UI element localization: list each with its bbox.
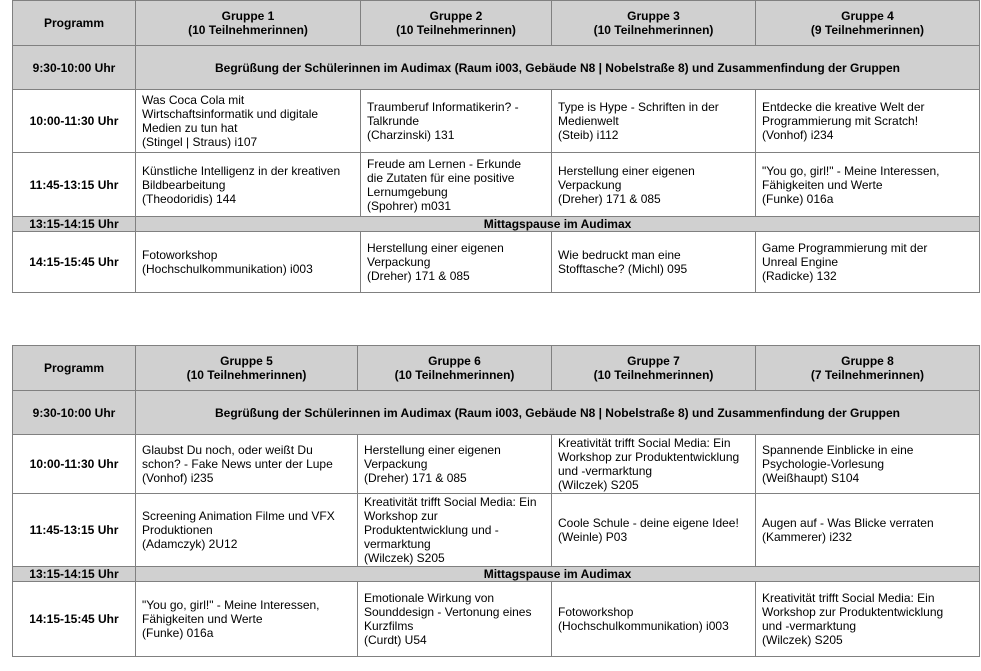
- group-header: [756, 346, 980, 391]
- session-line: Psychologie-Vorlesung: [762, 457, 885, 471]
- session-cell: [361, 90, 552, 153]
- session-line: Wie bedruckt man eine: [558, 248, 681, 262]
- programm-header: Programm: [13, 1, 136, 46]
- session-line: (Weinle) P03: [558, 530, 628, 544]
- session-line: Augen auf - Was Blicke verraten: [762, 516, 934, 530]
- time-label: 9:30-10:00 Uhr: [13, 46, 136, 90]
- session-cell: [756, 494, 980, 567]
- group-header: [552, 346, 756, 391]
- group-header: [756, 1, 980, 46]
- session-line: Fotoworkshop: [142, 248, 218, 262]
- slot-row: [13, 435, 980, 494]
- time-label: 14:15-15:45 Uhr: [13, 582, 136, 657]
- session-cell: [552, 494, 756, 567]
- session-line: Kreativität trifft Social Media: Ein: [364, 495, 537, 509]
- session-line: Type is Hype - Schriften in der: [558, 100, 719, 114]
- session-line: Spannende Einblicke in eine: [762, 443, 914, 457]
- session-line: (Adamczyk) 2U12: [142, 537, 238, 551]
- slot-row: [13, 232, 980, 293]
- session-line: Herstellung einer eigenen: [367, 241, 504, 255]
- time-label: 11:45-13:15 Uhr: [13, 153, 136, 217]
- session-line: (Steib) i112: [558, 128, 619, 142]
- session-line: Workshop zur Produktentwicklung: [558, 450, 740, 464]
- session-line: die Zutaten für eine positive: [367, 170, 515, 185]
- session-line: (Hochschulkommunikation) i003: [558, 619, 729, 633]
- session-line: Glaubst Du noch, oder weißt Du: [142, 443, 313, 457]
- session-line: (Kammerer) i232: [762, 530, 853, 544]
- time-label: 13:15-14:15 Uhr: [13, 567, 136, 582]
- session-cell: [552, 90, 756, 153]
- session-line: Emotionale Wirkung von: [364, 591, 495, 605]
- session-line: Verpackung: [364, 457, 428, 471]
- session-line: vermarktung: [364, 537, 431, 551]
- welcome-text: Begrüßung der Schülerinnen im Audimax (Raum i003, Gebäude N8 | Nobelstraße 8) und Zusammenfindung der Gruppen: [136, 46, 980, 90]
- group-size: (10 Teilnehmerinnen): [593, 368, 714, 382]
- session-line: (Radicke) 132: [762, 269, 837, 283]
- session-line: schon? - Fake News unter der Lupe: [142, 457, 333, 471]
- session-line: (Charzinski) 131: [367, 128, 455, 142]
- session-line: (Hochschulkommunikation) i003: [142, 262, 313, 276]
- session-line: Traumberuf Informatikerin? -: [367, 100, 519, 114]
- group-name: Gruppe 2: [429, 9, 483, 23]
- session-line: (Wilczek) S205: [364, 551, 445, 565]
- header-row: [13, 346, 980, 391]
- group-header: [136, 1, 361, 46]
- session-line: Künstliche Intelligenz in der kreativen: [142, 163, 341, 178]
- group-name: Gruppe 6: [428, 354, 481, 368]
- session-line: und -vermarktung: [558, 464, 653, 478]
- session-line: Medienwelt: [558, 114, 619, 128]
- session-line: Fähigkeiten und Werte: [142, 612, 263, 626]
- welcome-text: Begrüßung der Schülerinnen im Audimax (Raum i003, Gebäude N8 | Nobelstraße 8) und Zusammenfindung der Gruppen: [136, 391, 980, 435]
- group-header: [136, 346, 358, 391]
- schedule-table-groups-1-4: [12, 0, 980, 293]
- session-cell: [136, 582, 358, 657]
- group-size: (10 Teilnehmerinnen): [394, 368, 515, 382]
- session-line: (Theodoridis) 144: [142, 191, 237, 206]
- session-line: Medien zu tun hat: [142, 121, 238, 135]
- session-line: (Funke) 016a: [142, 626, 214, 640]
- session-line: Coole Schule - deine eigene Idee!: [558, 516, 739, 530]
- slot-row: [13, 90, 980, 153]
- session-cell: [358, 494, 552, 567]
- session-cell: [136, 435, 358, 494]
- session-line: Herstellung einer eigenen: [558, 163, 695, 178]
- session-line: "You go, girl!" - Meine Interessen,: [142, 598, 320, 612]
- session-cell: [358, 582, 552, 657]
- group-size: (10 Teilnehmerinnen): [593, 23, 714, 37]
- session-line: Produktentwicklung und -: [364, 523, 499, 537]
- session-line: Was Coca Cola mit: [142, 93, 245, 107]
- group-name: Gruppe 5: [220, 354, 273, 368]
- session-cell: [136, 232, 361, 293]
- session-cell: [756, 435, 980, 494]
- session-line: Game Programmierung mit der: [762, 241, 928, 255]
- session-line: Talkrunde: [367, 114, 420, 128]
- session-cell: [361, 232, 552, 293]
- slot-row: [13, 153, 980, 217]
- session-line: (Stingel | Straus) i107: [142, 135, 258, 149]
- session-line: (Dreher) 171 & 085: [367, 269, 470, 283]
- session-line: Workshop zur Produktentwicklung: [762, 605, 944, 619]
- session-cell: [552, 582, 756, 657]
- group-header: [552, 1, 756, 46]
- welcome-row: [13, 46, 980, 90]
- session-line: (Wilczek) S205: [558, 478, 639, 492]
- group-size: (10 Teilnehmerinnen): [396, 23, 516, 37]
- session-line: Screening Animation Filme und VFX: [142, 509, 335, 523]
- time-label: 13:15-14:15 Uhr: [13, 217, 136, 232]
- session-cell: [552, 153, 756, 217]
- session-line: (Vonhof) i234: [762, 128, 834, 142]
- group-name: Gruppe 3: [627, 9, 680, 23]
- session-line: Produktionen: [142, 523, 213, 537]
- session-cell: [552, 232, 756, 293]
- session-line: (Vonhof) i235: [142, 471, 214, 485]
- session-cell: [756, 582, 980, 657]
- group-header: [361, 1, 552, 46]
- session-line: Fotoworkshop: [558, 605, 634, 619]
- time-label: 11:45-13:15 Uhr: [13, 494, 136, 567]
- session-line: Stofftasche? (Michl) 095: [558, 262, 688, 276]
- group-name: Gruppe 8: [841, 354, 894, 368]
- session-cell: [756, 153, 980, 217]
- session-line: (Weißhaupt) S104: [762, 471, 860, 485]
- slot-row: [13, 582, 980, 657]
- session-cell: [136, 153, 361, 217]
- schedule-table-groups-5-8: [12, 345, 980, 657]
- session-line: Sounddesign - Vertonung eines: [364, 605, 532, 619]
- session-line: Entdecke die kreative Welt der: [762, 100, 925, 114]
- session-line: Verpackung: [367, 255, 431, 269]
- lunch-text: Mittagspause im Audimax: [136, 567, 980, 582]
- session-line: Kreativität trifft Social Media: Ein: [558, 436, 731, 450]
- session-line: Workshop zur: [364, 509, 438, 523]
- session-line: Wirtschaftsinformatik und digitale: [142, 107, 319, 121]
- session-line: (Funke) 016a: [762, 191, 834, 206]
- session-cell: [552, 435, 756, 494]
- session-cell: [358, 435, 552, 494]
- group-size: (9 Teilnehmerinnen): [810, 23, 925, 37]
- group-name: Gruppe 1: [221, 9, 275, 23]
- slot-row: [13, 494, 980, 567]
- group-size: (7 Teilnehmerinnen): [810, 368, 925, 382]
- session-cell: [756, 232, 980, 293]
- lunch-row: [13, 217, 980, 232]
- session-line: Bildbearbeitung: [142, 177, 226, 192]
- session-line: (Wilczek) S205: [762, 633, 843, 647]
- lunch-row: [13, 567, 980, 582]
- session-line: (Curdt) U54: [364, 633, 427, 647]
- session-line: Freude am Lernen - Erkunde: [367, 156, 522, 171]
- lunch-text: Mittagspause im Audimax: [136, 217, 980, 232]
- session-line: (Dreher) 171 & 085: [364, 471, 467, 485]
- session-cell: [136, 90, 361, 153]
- group-size: (10 Teilnehmerinnen): [188, 23, 308, 37]
- programm-header: Programm: [13, 346, 136, 391]
- group-name: Gruppe 4: [841, 9, 894, 23]
- session-line: "You go, girl!" - Meine Interessen,: [762, 163, 940, 178]
- welcome-row: [13, 391, 980, 435]
- header-row: [13, 1, 980, 46]
- session-line: (Spohrer) m031: [367, 198, 452, 213]
- time-label: 9:30-10:00 Uhr: [13, 391, 136, 435]
- session-cell: [361, 153, 552, 217]
- session-line: und -vermarktung: [762, 619, 857, 633]
- session-line: Kurzfilms: [364, 619, 414, 633]
- session-line: Verpackung: [558, 177, 622, 192]
- time-label: 10:00-11:30 Uhr: [13, 435, 136, 494]
- session-line: Lernumgebung: [367, 184, 448, 199]
- session-line: (Dreher) 171 & 085: [558, 191, 661, 206]
- session-cell: [136, 494, 358, 567]
- session-line: Programmierung mit Scratch!: [762, 114, 919, 128]
- session-line: Unreal Engine: [762, 255, 839, 269]
- session-line: Fähigkeiten und Werte: [762, 177, 883, 192]
- group-size: (10 Teilnehmerinnen): [186, 368, 307, 382]
- session-cell: [756, 90, 980, 153]
- session-line: Herstellung einer eigenen: [364, 443, 501, 457]
- time-label: 14:15-15:45 Uhr: [13, 232, 136, 293]
- time-label: 10:00-11:30 Uhr: [13, 90, 136, 153]
- group-name: Gruppe 7: [627, 354, 680, 368]
- group-header: [358, 346, 552, 391]
- session-line: Kreativität trifft Social Media: Ein: [762, 591, 935, 605]
